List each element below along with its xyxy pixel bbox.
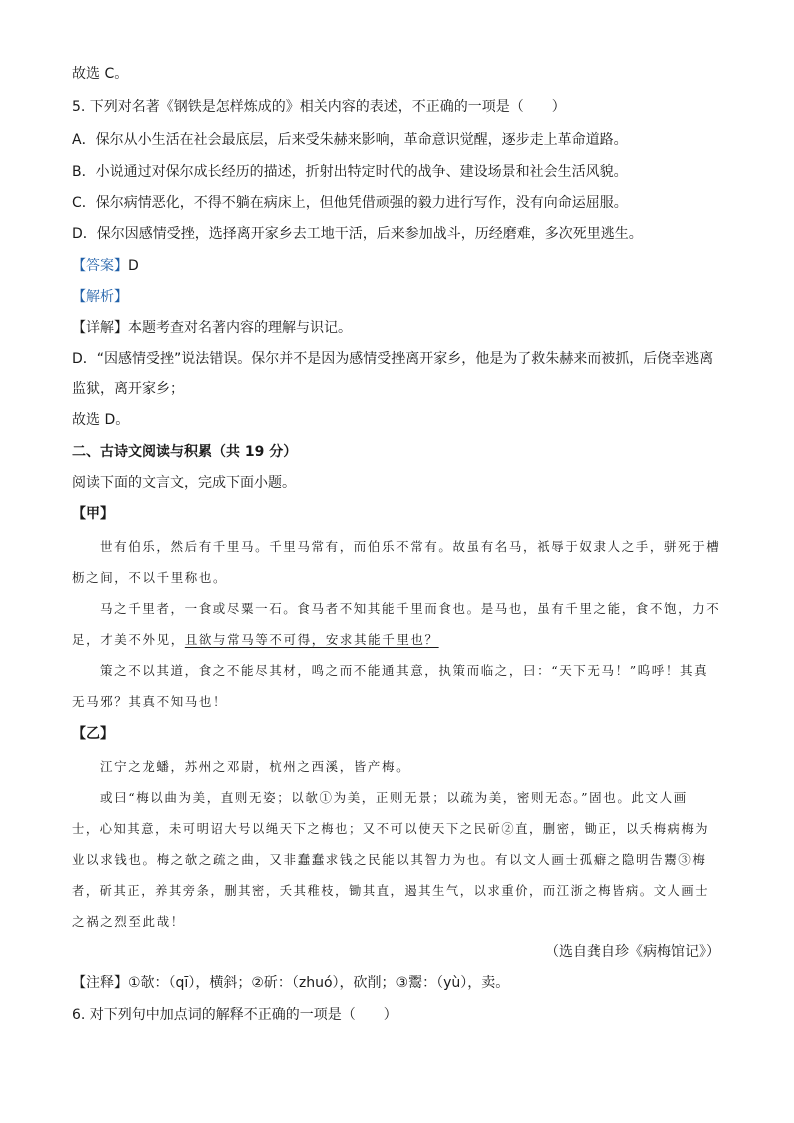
yi-p1: 江宁之龙蟠，苏州之邓尉，杭州之西溪，皆产梅。 [100, 759, 411, 774]
passage-yi-label: 【乙】 [72, 726, 114, 742]
jia-p1-line1: 世有伯乐，然后有千里马。千里马常有，而伯乐不常有。故虽有名马，祇辱于奴隶人之手，骈死于槽 [100, 539, 721, 554]
q5-option-c: C．保尔病情恶化，不得不躺在病床上，但他凭借顽强的毅力进行写作，没有向命运屈服。 [72, 195, 628, 211]
q5-answer [72, 256, 139, 276]
q5-option-d: D．保尔因感情受挫，选择离开家乡去工地干活，后来参加战斗，历经磨难，多次死里逃生。 [72, 226, 643, 242]
q5-stem: 5. 下列对名著《钢铁是怎样炼成的》相关内容的表述，不正确的一项是（ ） [72, 99, 566, 115]
q5-option-b: B．小说通过对保尔成长经历的描述，折射出特定时代的战争、建设场景和社会生活风貌。 [72, 164, 628, 180]
jia-p2-line2 [72, 630, 439, 650]
q6-stem: 6. 对下列句中加点词的解释不正确的一项是（ ） [72, 1007, 398, 1023]
jia-p1-line2: 枥之间，不以千里称也。 [72, 570, 228, 585]
jia-p2-line2-start: 足，才美不外见， [72, 632, 185, 647]
section-heading: 二、古诗文阅读与积累（共 19 分） [72, 444, 298, 460]
q5-option-a: A．保尔从小生活在社会最底层，后来受朱赫来影响，革命意识觉醒，逐步走上革命道路。 [72, 132, 628, 148]
answer-value: D [128, 258, 139, 274]
q4-conclusion: 故选 C。 [72, 66, 129, 82]
annotation-notes: 【注释】①欹：（qī），横斜；②斫：（zhuó），砍削；③鬻：（yù），卖。 [72, 975, 510, 991]
yi-p2-line3: 业以求钱也。梅之欹之疏之曲，又非蠢蠢求钱之民能以其智力为也。有以文人画士孤癖之隐明告鬻③梅 [72, 852, 707, 867]
underlined-sentence: 且欲与常马等不可得，安求其能千里也？ [184, 632, 439, 647]
yi-p2-line1: 或曰“梅以曲为美，直则无姿；以欹①为美，正则无景；以疏为美，密则无态。”固也。此文人画 [100, 790, 688, 805]
yi-p2-line4: 者，斫其正，养其旁条，删其密，夭其稚枝，锄其直，遏其生气，以求重价，而江浙之梅皆病。文人画士 [72, 884, 710, 898]
explanation-line-2: 监狱，离开家乡； [72, 381, 184, 397]
jia-p3-line1: 策之不以其道，食之不能尽其材，鸣之而不能通其意，执策而临之，曰：“天下无马！”呜呼！其真 [100, 663, 709, 678]
yi-p2-line5: 之祸之烈至此哉！ [72, 914, 185, 929]
source-citation: （选自龚自珍《病梅馆记》） [545, 944, 720, 960]
section-intro: 阅读下面的文言文，完成下面小题。 [72, 475, 296, 491]
detail-text: 【详解】本题考查对名著内容的理解与识记。 [72, 320, 352, 336]
analysis-label: 【解析】 [72, 289, 128, 305]
explanation-line-1: D．“因感情受挫”说法错误。保尔并不是因为感情受挫离开家乡，他是为了救朱赫来而被抓，后侥幸逃离 [72, 351, 714, 367]
passage-jia-label: 【甲】 [72, 506, 114, 522]
jia-p2-line1: 马之千里者，一食或尽粟一石。食马者不知其能千里而食也。是马也，虽有千里之能，食不饱，力不 [100, 601, 721, 616]
yi-p2-line2: 士，心知其意，未可明诏大号以绳天下之梅也；又不可以使天下之民斫②直，删密，锄正，以夭梅病梅为 [72, 822, 710, 836]
jia-p3-line2: 无马邪？其真不知马也！ [72, 694, 228, 709]
q5-conclusion: 故选 D。 [72, 412, 130, 428]
answer-label: 【答案】 [72, 258, 128, 274]
